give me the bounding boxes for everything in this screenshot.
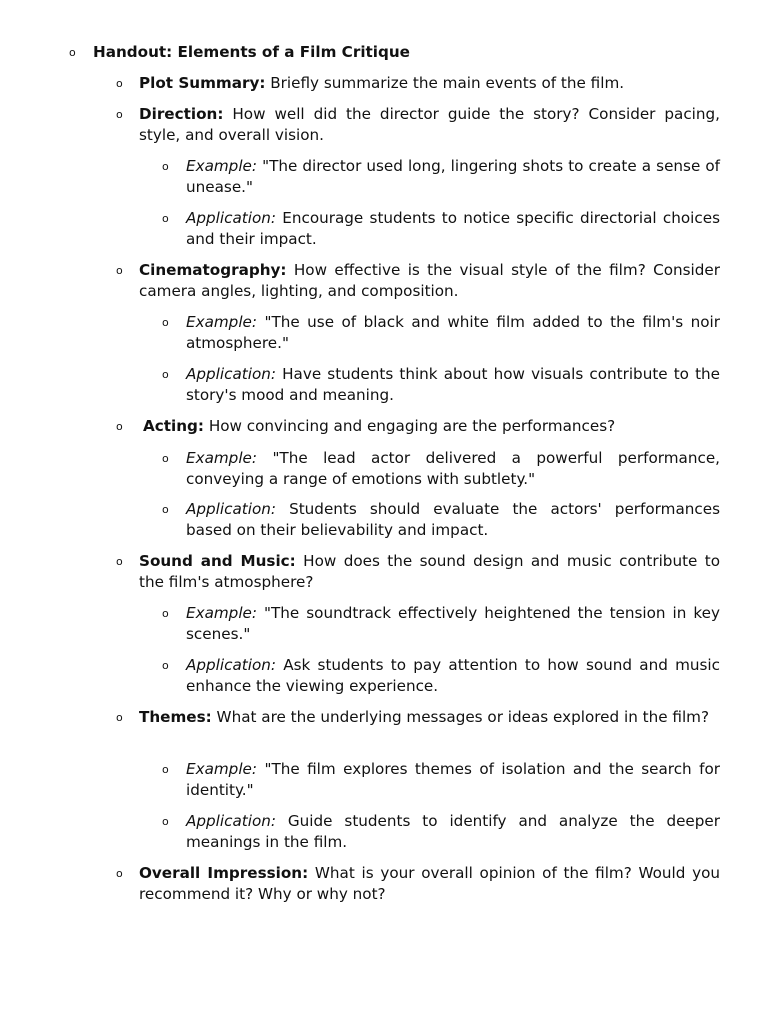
bullet-icon: o	[162, 452, 169, 465]
acting-example	[186, 448, 720, 490]
bullet-icon: o	[116, 264, 123, 277]
application-text: Encourage students to notice specific directorial choices and their impact.	[186, 209, 720, 248]
sound-example	[186, 603, 720, 645]
section-label: Plot Summary:	[139, 74, 266, 92]
bullet-icon: o	[162, 503, 169, 516]
section-text: What is your overall opinion of the film? Would you recommend it? Why or why not?	[139, 864, 721, 903]
handout-title-text: Handout: Elements of a Film Critique	[93, 43, 410, 61]
application-text: Ask students to pay attention to how sound and music enhance the viewing experience.	[186, 656, 720, 695]
section-plot-summary	[139, 73, 720, 94]
section-label: Sound and Music:	[139, 552, 296, 570]
example-label: Example:	[186, 157, 258, 175]
section-label: Acting:	[143, 417, 204, 435]
application-label: Application:	[186, 656, 276, 674]
section-cinematography	[139, 260, 720, 302]
bullet-icon: o	[162, 659, 169, 672]
bullet-icon: o	[116, 108, 123, 121]
bullet-icon: o	[162, 763, 169, 776]
bullet-icon: o	[162, 316, 169, 329]
bullet-icon: o	[116, 555, 123, 568]
example-text: "The soundtrack effectively heightened the tension in key scenes."	[186, 604, 720, 643]
bullet-icon: o	[162, 607, 169, 620]
application-text: Students should evaluate the actors' performances based on their believability and impact.	[186, 500, 720, 539]
application-label: Application:	[186, 365, 276, 383]
example-text: "The director used long, lingering shots to create a sense of unease."	[186, 157, 720, 196]
application-label: Application:	[186, 812, 276, 830]
example-text: "The use of black and white film added to the film's noir atmosphere."	[186, 313, 720, 352]
application-label: Application:	[186, 209, 276, 227]
bullet-icon: o	[162, 368, 169, 381]
example-text: "The film explores themes of isolation and the search for identity."	[186, 760, 720, 799]
section-label: Overall Impression:	[139, 864, 309, 882]
section-label: Cinematography:	[139, 261, 287, 279]
application-text: Guide students to identify and analyze the deeper meanings in the film.	[186, 812, 721, 851]
acting-application	[186, 499, 720, 541]
section-label: Direction:	[139, 105, 224, 123]
themes-example	[186, 759, 720, 801]
section-themes	[139, 707, 720, 728]
section-text: How well did the director guide the story? Consider pacing, style, and overall vision.	[139, 105, 720, 144]
section-text: How effective is the visual style of the film? Consider camera angles, lighting, and composition.	[139, 261, 720, 300]
handout-title	[93, 42, 733, 63]
section-text: How convincing and engaging are the performances?	[208, 417, 616, 435]
section-text: Briefly summarize the main events of the film.	[270, 74, 625, 92]
section-acting	[143, 416, 724, 437]
example-label: Example:	[186, 760, 258, 778]
example-text: "The lead actor delivered a powerful performance, conveying a range of emotions with subtlety."	[186, 449, 720, 488]
bullet-icon: o	[162, 212, 169, 225]
application-label: Application:	[186, 500, 276, 518]
bullet-icon: o	[162, 815, 169, 828]
section-text: What are the underlying messages or ideas explored in the film?	[216, 708, 710, 726]
section-overall-impression	[139, 863, 720, 905]
section-direction	[139, 104, 720, 146]
bullet-icon: o	[116, 420, 123, 433]
section-label: Themes:	[139, 708, 212, 726]
application-text: Have students think about how visuals contribute to the story's mood and meaning.	[186, 365, 721, 404]
bullet-icon: o	[162, 160, 169, 173]
themes-application	[186, 811, 720, 853]
section-sound-and-music	[139, 551, 720, 593]
example-label: Example:	[186, 313, 258, 331]
cinematography-example	[186, 312, 720, 354]
direction-example	[186, 156, 720, 198]
bullet-icon: o	[116, 711, 123, 724]
cinematography-application	[186, 364, 720, 406]
bullet-icon: o	[69, 46, 76, 59]
direction-application	[186, 208, 720, 250]
section-text: How does the sound design and music contribute to the film's atmosphere?	[139, 552, 721, 591]
example-label: Example:	[186, 604, 258, 622]
bullet-icon: o	[116, 77, 123, 90]
bullet-icon: o	[116, 867, 123, 880]
sound-application	[186, 655, 720, 697]
example-label: Example:	[186, 449, 258, 467]
